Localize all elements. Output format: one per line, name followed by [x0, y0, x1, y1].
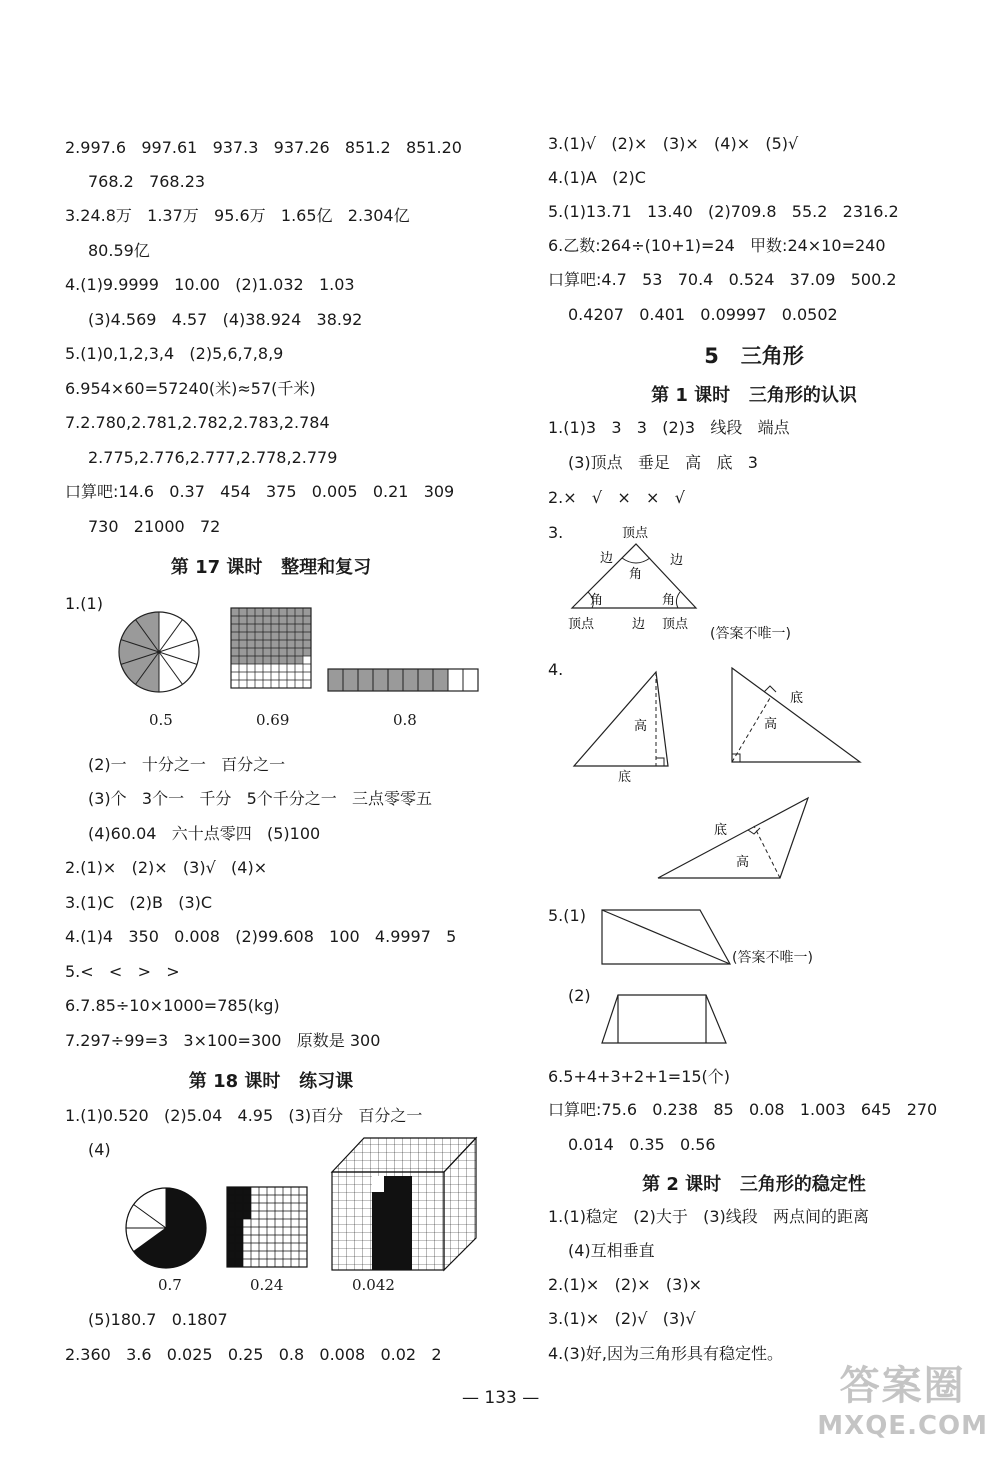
answer-line: 7.297÷99=3 3×100=300 原数是 300: [65, 1031, 381, 1050]
triangle-height-diagram: [656, 796, 814, 882]
answer-line: 730 21000 72: [88, 517, 221, 536]
figure-caption: 0.69: [256, 711, 290, 729]
trapezoid-diagram: [600, 993, 730, 1045]
answer-line: 3.: [548, 523, 564, 542]
answer-line: 6.954×60=57240(米)≈57(千米): [65, 379, 316, 398]
side-label: 边: [632, 617, 646, 632]
answer-line: 768.2 768.23: [88, 172, 206, 191]
height-label: 高: [634, 719, 648, 734]
answer-line: (3)4.569 4.57 (4)38.924 38.92: [88, 310, 363, 329]
answer-line: 2.360 3.6 0.025 0.25 0.8 0.008 0.02 2: [65, 1345, 442, 1364]
note-text: (答案不唯一): [732, 950, 813, 966]
mental-math-line: 口算吧:14.6 0.37 454 375 0.005 0.21 309: [65, 482, 455, 501]
lesson-heading: 第 18 课时 练习课: [188, 1071, 354, 1092]
answer-line: 0.4207 0.401 0.09997 0.0502: [568, 305, 838, 324]
figure-caption: 0.8: [393, 711, 417, 729]
answer-line: 1.(1)稳定 (2)大于 (3)线段 两点间的距离: [548, 1207, 870, 1226]
answer-line: 3.(1)× (2)√ (3)√: [548, 1309, 696, 1328]
answer-line: 3.(1)C (2)B (3)C: [65, 893, 213, 912]
answer-line: (2): [568, 986, 591, 1005]
triangle-height-diagram: [570, 668, 680, 768]
answer-line: 7.2.780,2.781,2.782,2.783,2.784: [65, 413, 330, 432]
answer-line: 4.(1)4 350 0.008 (2)99.608 100 4.9997 5: [65, 927, 457, 946]
answer-line: 4.: [548, 660, 564, 679]
answer-line: 1.(1): [65, 594, 103, 613]
side-label: 边: [670, 553, 684, 568]
base-label: 底: [618, 770, 632, 785]
figure-caption: 0.042: [352, 1276, 395, 1294]
angle-label: 角: [662, 593, 676, 608]
height-label: 高: [764, 717, 778, 732]
answer-line: 5.(1)0,1,2,3,4 (2)5,6,7,8,9: [65, 344, 284, 363]
answer-line: 1.(1)3 3 3 (2)3 线段 端点: [548, 418, 790, 437]
answer-line: 1.(1)0.520 (2)5.04 4.95 (3)百分 百分之一: [65, 1106, 423, 1125]
hundred-grid: [230, 607, 312, 689]
triangle-height-diagram: [728, 664, 864, 764]
answer-line: 6.5+4+3+2+1=15(个): [548, 1067, 731, 1086]
answer-line: (4)60.04 六十点零四 (5)100: [88, 824, 321, 843]
vertex-label: 顶点: [622, 526, 649, 541]
unit-heading: 5 三角形: [704, 344, 804, 368]
answer-line: (3)个 3个一 千分 5个千分之一 三点零零五: [88, 789, 433, 808]
thousand-cube: [330, 1136, 480, 1272]
lesson-heading: 第 17 课时 整理和复习: [170, 557, 372, 578]
answer-line: (3)顶点 垂足 高 底 3: [568, 453, 758, 472]
answer-line: (4): [88, 1140, 111, 1159]
answer-line: 2.× √ × × √: [548, 488, 685, 507]
answer-line: 4.(1)9.9999 10.00 (2)1.032 1.03: [65, 275, 355, 294]
answer-line: 6.乙数:264÷(10+1)=24 甲数:24×10=240: [548, 236, 886, 255]
side-label: 边: [600, 551, 614, 566]
page-number: — 133 —: [462, 1388, 540, 1408]
mental-math-line: 口算吧:4.7 53 70.4 0.524 37.09 500.2: [548, 270, 897, 289]
answer-line: 2.997.6 997.61 937.3 937.26 851.2 851.20: [65, 138, 462, 157]
angle-label: 角: [629, 567, 643, 582]
lesson-heading: 第 2 课时 三角形的稳定性: [642, 1174, 866, 1195]
base-label: 底: [790, 691, 804, 706]
answer-line: 5.(1)13.71 13.40 (2)709.8 55.2 2316.2: [548, 202, 899, 221]
pie-chart-half: [117, 610, 201, 694]
answer-line: (5)180.7 0.1807: [88, 1310, 228, 1329]
answer-line: 0.014 0.35 0.56: [568, 1135, 716, 1154]
figure-caption: 0.5: [149, 711, 173, 729]
vertex-label: 顶点: [568, 617, 595, 632]
answer-line: 5.< < > >: [65, 962, 180, 981]
answer-line: 4.(3)好,因为三角形具有稳定性。: [548, 1344, 784, 1363]
watermark-url: MXQE.COM: [817, 1411, 988, 1441]
note-text: (答案不唯一): [710, 626, 791, 642]
hundred-grid: [226, 1186, 308, 1268]
answer-line: 2.775,2.776,2.777,2.778,2.779: [88, 448, 338, 467]
vertex-label: 顶点: [662, 617, 689, 632]
figure-caption: 0.24: [250, 1276, 284, 1294]
answer-line: 2.(1)× (2)× (3)√ (4)×: [65, 858, 268, 877]
mental-math-line: 口算吧:75.6 0.238 85 0.08 1.003 645 270: [548, 1100, 938, 1119]
pie-chart-seven-tenths: [124, 1186, 208, 1270]
answer-line: 4.(1)A (2)C: [548, 168, 646, 187]
watermark: [817, 1354, 988, 1441]
answer-line: 3.(1)√ (2)× (3)× (4)× (5)√: [548, 134, 799, 153]
answer-line: 6.7.85÷10×1000=785(kg): [65, 996, 280, 1015]
lesson-heading: 第 1 课时 三角形的认识: [651, 385, 857, 406]
answer-line: 80.59亿: [88, 241, 150, 260]
watermark-text: 答案圈: [839, 1363, 966, 1409]
answer-line: (4)互相垂直: [568, 1241, 655, 1260]
trapezoid-diagram: [598, 908, 734, 966]
figure-caption: 0.7: [158, 1276, 182, 1294]
answer-line: (2)一 十分之一 百分之一: [88, 755, 286, 774]
labeled-triangle: [566, 522, 716, 640]
answer-line: 3.24.8万 1.37万 95.6万 1.65亿 2.304亿: [65, 206, 410, 225]
answer-line: 5.(1): [548, 906, 586, 925]
height-label: 高: [736, 855, 750, 870]
tenths-strip: [327, 668, 479, 692]
angle-label: 角: [590, 593, 604, 608]
answer-line: 2.(1)× (2)× (3)×: [548, 1275, 702, 1294]
base-label: 底: [714, 823, 728, 838]
